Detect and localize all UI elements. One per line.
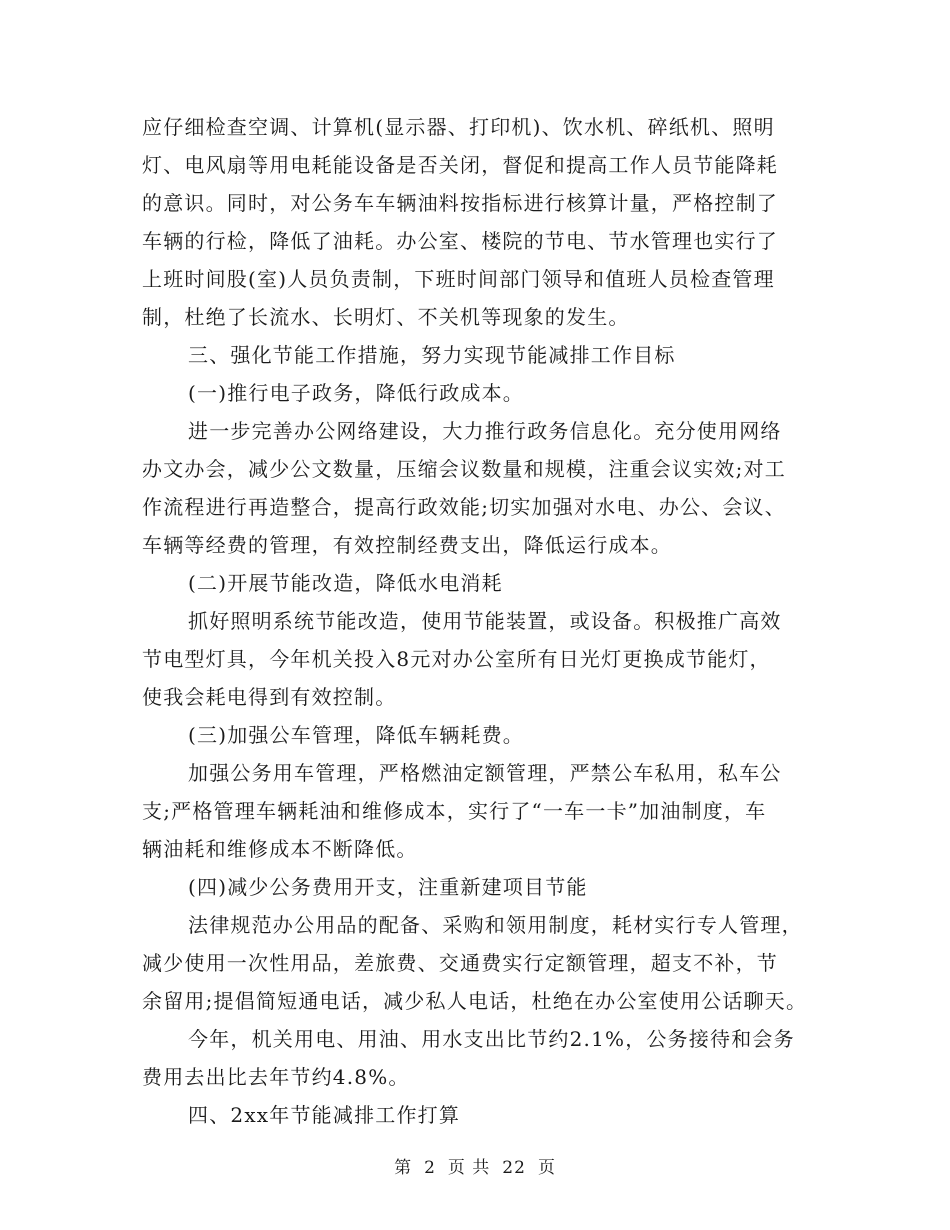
text-line: 减少使用一次性用品，差旅费、交通费实行定额管理，超支不补，节	[142, 951, 778, 975]
text-line: 法律规范办公用品的配备、采购和领用制度，耗材实行专人管理，	[188, 913, 803, 937]
footer-middle: 页 共	[447, 1158, 491, 1178]
text-line: 上班时间股(室)人员负责制，下班时间部门领导和值班人员检查管理	[142, 267, 775, 291]
text-line: 节电型灯具，今年机关投入8元对办公室所有日光灯更换成节能灯，	[142, 647, 771, 671]
text-line: (四)减少公务费用开支，注重新建项目节能	[188, 875, 588, 899]
text-line: (一)推行电子政务，降低行政成本。	[188, 381, 525, 405]
current-page-number: 2	[424, 1158, 436, 1178]
total-pages-number: 22	[502, 1158, 526, 1178]
text-line: (二)开展节能改造，降低水电消耗	[188, 571, 503, 595]
text-line: 四、2xx年节能减排工作打算	[188, 1103, 461, 1127]
text-line: 车辆的行检，降低了油耗。办公室、楼院的节电、节水管理也实行了	[142, 229, 778, 253]
text-line: 的意识。同时，对公务车车辆油料按指标进行核算计量，严格控制了	[142, 191, 778, 215]
text-line: 今年，机关用电、用油、用水支出比节约2.1%，公务接待和会务	[188, 1027, 795, 1051]
text-line: (三)加强公车管理，降低车辆耗费。	[188, 723, 525, 747]
text-line: 作流程进行再造整合，提高行政效能;切实加强对水电、办公、会议、	[142, 495, 786, 519]
text-line: 费用去出比去年节约4.8%。	[142, 1065, 410, 1089]
text-line: 进一步完善办公网络建设，大力推行政务信息化。充分使用网络	[188, 419, 782, 443]
text-line: 制，杜绝了长流水、长明灯、不关机等现象的发生。	[142, 305, 630, 329]
text-line: 办文办会，减少公文数量，压缩会议数量和规模，注重会议实效;对工	[142, 457, 786, 481]
text-line: 灯、电风扇等用电耗能设备是否关闭，督促和提高工作人员节能降耗	[142, 153, 778, 177]
text-line: 车辆等经费的管理，有效控制经费支出，降低运行成本。	[142, 533, 672, 557]
text-line: 抓好照明系统节能改造，使用节能装置，或设备。积极推广高效	[188, 609, 782, 633]
text-line: 使我会耗电得到有效控制。	[142, 685, 397, 709]
footer-prefix: 第	[394, 1158, 413, 1178]
page-footer	[0, 1153, 950, 1178]
text-line: 辆油耗和维修成本不断降低。	[142, 837, 418, 861]
text-line: 加强公务用车管理，严格燃油定额管理，严禁公车私用，私车公	[188, 761, 782, 785]
text-line: 三、强化节能工作措施，努力实现节能减排工作目标	[188, 343, 676, 367]
text-line: 余留用;提倡简短通电话，减少私人电话，杜绝在办公室使用公话聊天。	[142, 989, 808, 1013]
text-line: 应仔细检查空调、计算机(显示器、打印机)、饮水机、碎纸机、照明	[142, 115, 775, 139]
document-body	[142, 108, 822, 1134]
text-line: 支;严格管理车辆耗油和维修成本，实行了“一车一卡”加油制度，车	[142, 799, 767, 823]
footer-suffix: 页	[537, 1158, 556, 1178]
